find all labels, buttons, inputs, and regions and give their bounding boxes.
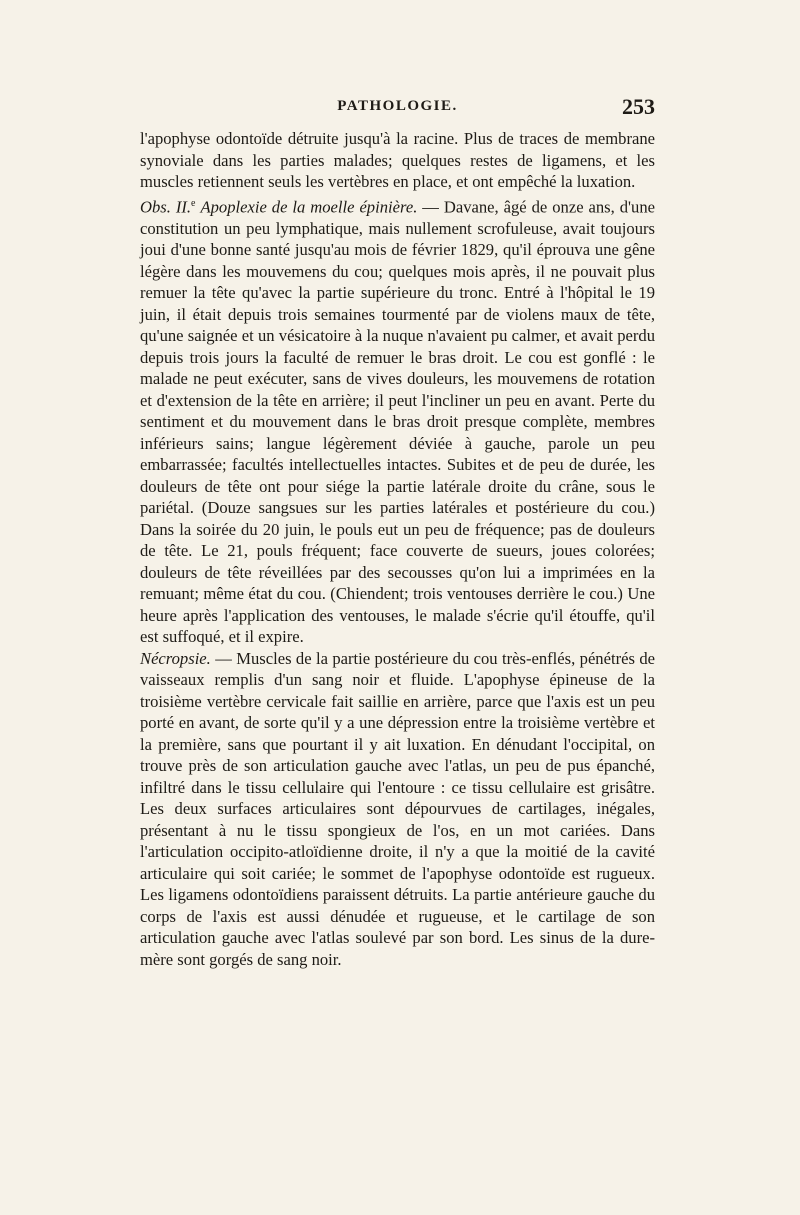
paragraph-continuation: l'apophyse odontoïde détruite jusqu'à la racine. Plus de traces de membrane synoviale dans les parties malades; quelques restes de ligamens, et les muscles retiennent seuls les vertèbres en place, et ont empêché la luxation. [140,129,655,191]
page-number: 253 [622,94,655,119]
running-head: PATHOLOGIE. [337,98,458,114]
body-text [140,128,655,970]
necropsy-label: Nécropsie. [140,648,211,668]
paragraph-necropsy [140,648,655,971]
observation-body: — Davane, âgé de onze ans, d'une constitution un peu lymphatique, mais nullement scrofuleuse, avait toujours joui d'une bonne santé jusqu'au mois de février 1829, qu'il éprouva une gêne légère dans les mouvemens du cou; quelques mois après, il ne pouvait plus remuer la tête qu'avec la partie supérieure du tronc. Entré à l'hôpital le 19 juin, il était depuis trois semaines tourmenté par de violens maux de tête, qu'une saignée et un vésicatoire à la nuque n'avaient pu calmer, et avait perdu depuis trois jours la faculté de remuer le bras droit. Le cou est gonflé : le malade ne peut exécuter, sans de vives douleurs, les mouvemens de rotation et d'extension de la tête en arrière; il peut l'incliner un peu en avant. Perte du sentiment et du mouvement dans le bras droit presque complète, membres inférieurs sains; langue légèrement déviée à gauche, parole un peu embarrassée; facultés intellectuelles intactes. Subites et de peu de durée, les douleurs de tête ont pour siége la partie latérale droite du crâne, sous le pariétal. (Douze sangsues sur les parties latérales et postérieure du cou.) Dans la soirée du 20 juin, le pouls eut un peu de fréquence; pas de douleurs de tête. Le 21, pouls fréquent; face couverte de sueurs, joues colorées; douleurs de tête réveillées par des secousses qu'on lui a imprimées en la remuant; même état du cou. (Chiendent; trois ventouses derrière le cou.) Une heure après l'application des ventouses, le malade s'écrie qu'il étouffe, qu'il est suffoqué, et il expire. [140,197,655,647]
page-header [140,94,655,126]
observation-label-sup: e [191,197,196,209]
necropsy-body: — Muscles de la partie postérieure du cou très-enflés, pénétrés de vaisseaux remplis d'un sang noir et fluide. L'apophyse épineuse de la troisième vertèbre cervicale fait saillie en arrière, parce que l'axis est un peu porté en avant, de sorte qu'il y a une dépression entre la troisième vertèbre et la première, sans que pourtant il y ait luxation. En dénudant l'occipital, on trouve près de son articulation gauche avec l'atlas, un peu de pus épanché, infiltré dans le tissu cellulaire qui l'entoure : ce tissu cellulaire est grisâtre. Les deux surfaces articulaires sont dépourvues de cartilages, inégales, présentant à nu le tissu spongieux de l'os, en un mot cariées. Dans l'articulation occipito-atloïdienne droite, il n'y a que la moitié de la cavité articulaire qui soit cariée; le sommet de l'apophyse odontoïde est rugueux. Les ligamens odontoïdiens paraissent détruits. La partie antérieure gauche du corps de l'axis est aussi dénudée et rugueuse, et le cartilage de son articulation gauche avec l'atlas soulevé par son bord. Les sinus de la dure-mère sont gorgés de sang noir. [140,648,655,969]
paragraph-observation [140,193,655,648]
observation-label: Obs. II. [140,197,192,217]
observation-title: Apoplexie de la moelle épinière. [200,197,418,217]
